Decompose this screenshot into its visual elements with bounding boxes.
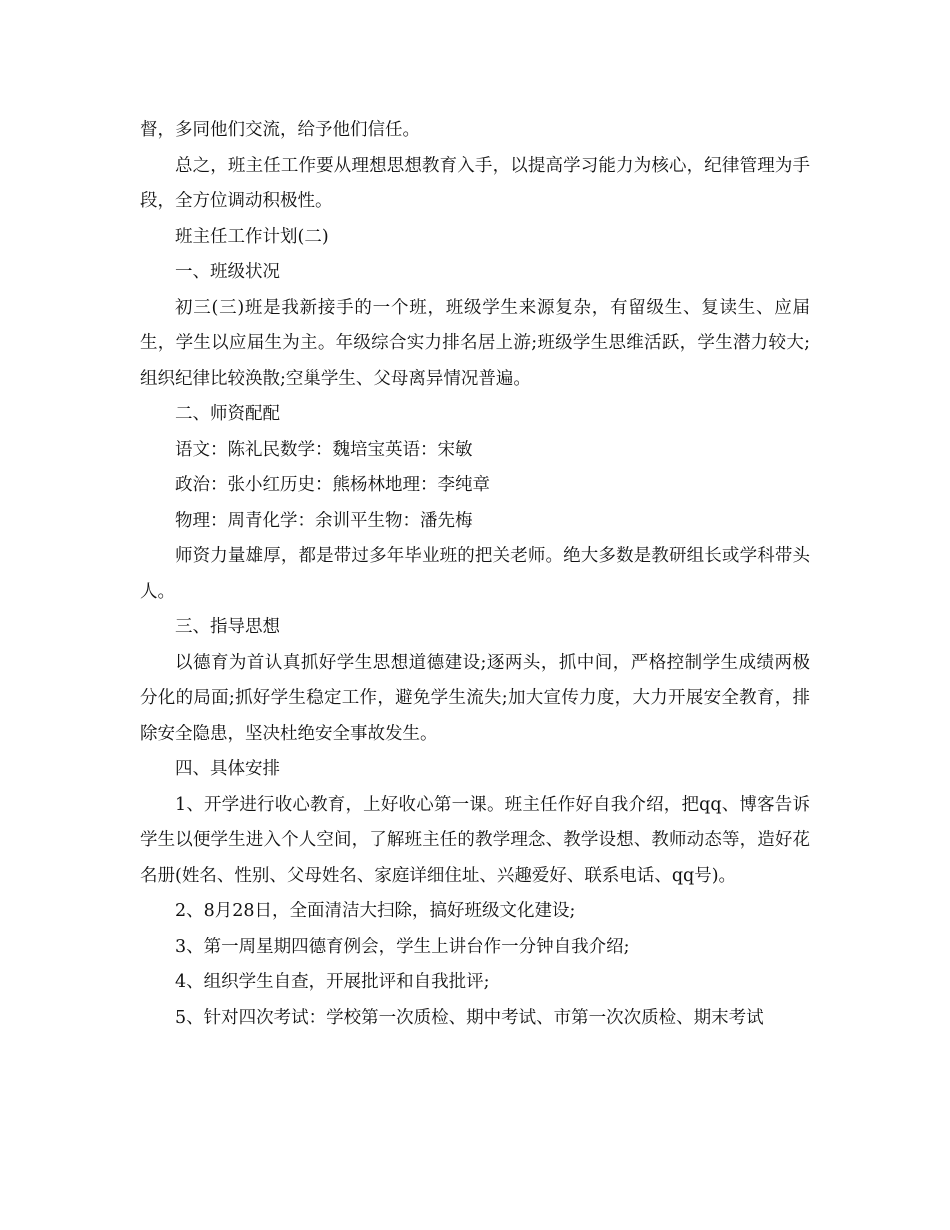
heading-guiding-ideology: 三、指导思想 [175, 617, 280, 637]
heading-teachers: 二、师资配配 [175, 404, 280, 424]
arrangement-item-2: 2、8月28日，全面清洁大扫除，搞好班级文化建设; [175, 901, 576, 921]
paragraph-teachers: 师资力量雄厚，都是带过多年毕业班的把关老师。绝大多数是教研组长或学科带头人。 [140, 546, 810, 602]
teacher-line-3: 物理：周青化学：余训平生物：潘先梅 [175, 510, 473, 531]
document-body [140, 113, 810, 1036]
heading-class-status: 一、班级状况 [175, 262, 280, 282]
arrangement-item-1: 1、开学进行收心教育，上好收心第一课。班主任作好自我介绍，把qq、博客告诉学生以便学生进入个人空间，了解班主任的教学理念、教学设想、教师动态等，造好花名册(姓名、性别、父母姓名、家庭详细住址、兴趣爱好、联系电话、qq号)。 [140, 794, 810, 886]
teacher-line-1: 语文：陈礼民数学：魏培宝英语：宋敏 [175, 439, 473, 460]
paragraph-continuation: 督，多同他们交流，给予他们信任。 [140, 120, 420, 140]
arrangement-item-5: 5、针对四次考试：学校第一次质检、期中考试、市第一次次质检、期末考试 [175, 1007, 764, 1028]
paragraph-guiding-ideology: 以德育为首认真抓好学生思想道德建设;逐两头，抓中间，严格控制学生成绩两极分化的局面;抓好学生稳定工作，避免学生流失;加大宣传力度，大力开展安全教育，排除安全隐患，坚决杜绝安全事故发生。 [140, 652, 810, 744]
paragraph-class-status: 初三(三)班是我新接手的一个班，班级学生来源复杂，有留级生、复读生、应届生，学生以应届生为主。年级综合实力排名居上游;班级学生思维活跃，学生潜力较大;组织纪律比较涣散;空巢学生、父母离异情况普遍。 [140, 297, 810, 389]
paragraph-summary: 总之，班主任工作要从理想思想教育入手，以提高学习能力为核心，纪律管理为手段，全方位调动积极性。 [140, 155, 810, 211]
section-title: 班主任工作计划(二) [175, 226, 329, 247]
teacher-line-2: 政治：张小红历史：熊杨林地理：李纯章 [175, 475, 490, 495]
arrangement-item-4: 4、组织学生自查，开展批评和自我批评; [175, 972, 490, 992]
heading-arrangements: 四、具体安排 [175, 759, 280, 779]
arrangement-item-3: 3、第一周星期四德育例会，学生上讲台作一分钟自我介绍; [175, 936, 630, 957]
